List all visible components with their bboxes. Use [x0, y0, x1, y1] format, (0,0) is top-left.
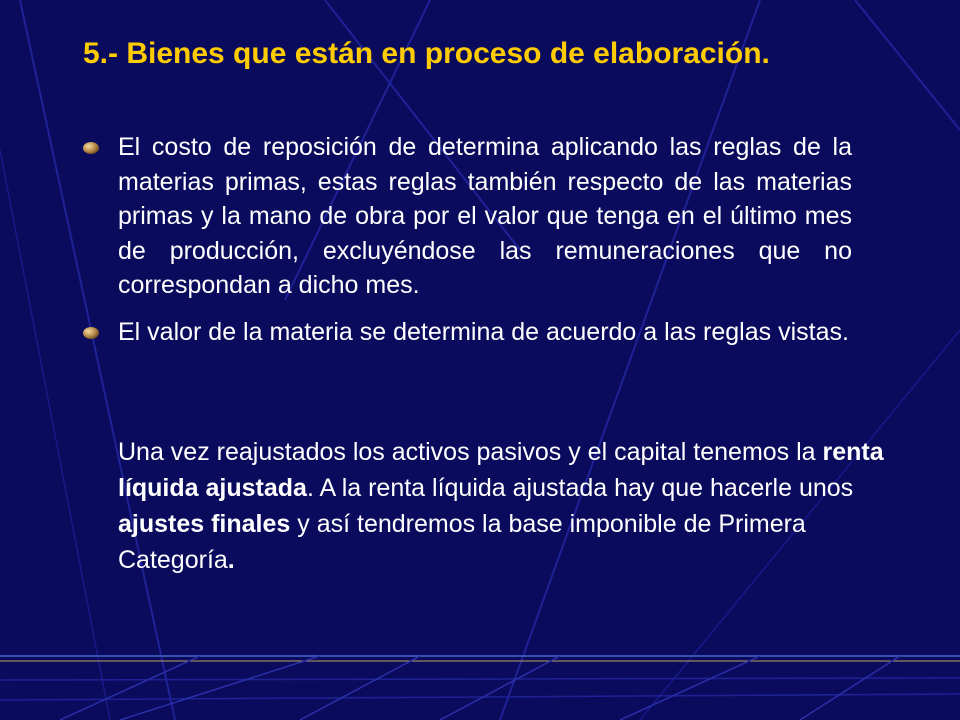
bullet-list: [82, 130, 852, 349]
bullet-sphere-icon: [82, 141, 100, 155]
closing-bold-ajustes: ajustes finales: [118, 510, 291, 538]
closing-bold-renta: renta líquida ajustada: [118, 438, 884, 502]
bullet-item: [82, 315, 852, 350]
slide-title: 5.- Bienes que están en proceso de elaboración.: [83, 37, 770, 70]
bullet-sphere-icon: [82, 326, 100, 340]
closing-bold-period: .: [227, 546, 235, 574]
bullet-item: [82, 130, 852, 303]
bullet-text: El costo de reposición de determina aplicando las reglas de la materias primas, estas reglas también respecto de las materias primas y la mano de obra por el valor que tenga en el último mes de producción, excluyéndose las remuneraciones que no correspondan a dicho mes.: [118, 133, 852, 299]
bullet-text: El valor de la materia se determina de acuerdo a las reglas vistas.: [118, 317, 849, 346]
closing-text-2: . A la renta líquida ajustada hay que hacerle unos: [306, 474, 854, 502]
closing-paragraph: [118, 434, 888, 578]
closing-text-3: y así tendremos la base imponible de Primera Categoría: [118, 510, 806, 574]
closing-text-1: Una vez reajustados los activos pasivos y el capital tenemos la: [118, 438, 823, 466]
